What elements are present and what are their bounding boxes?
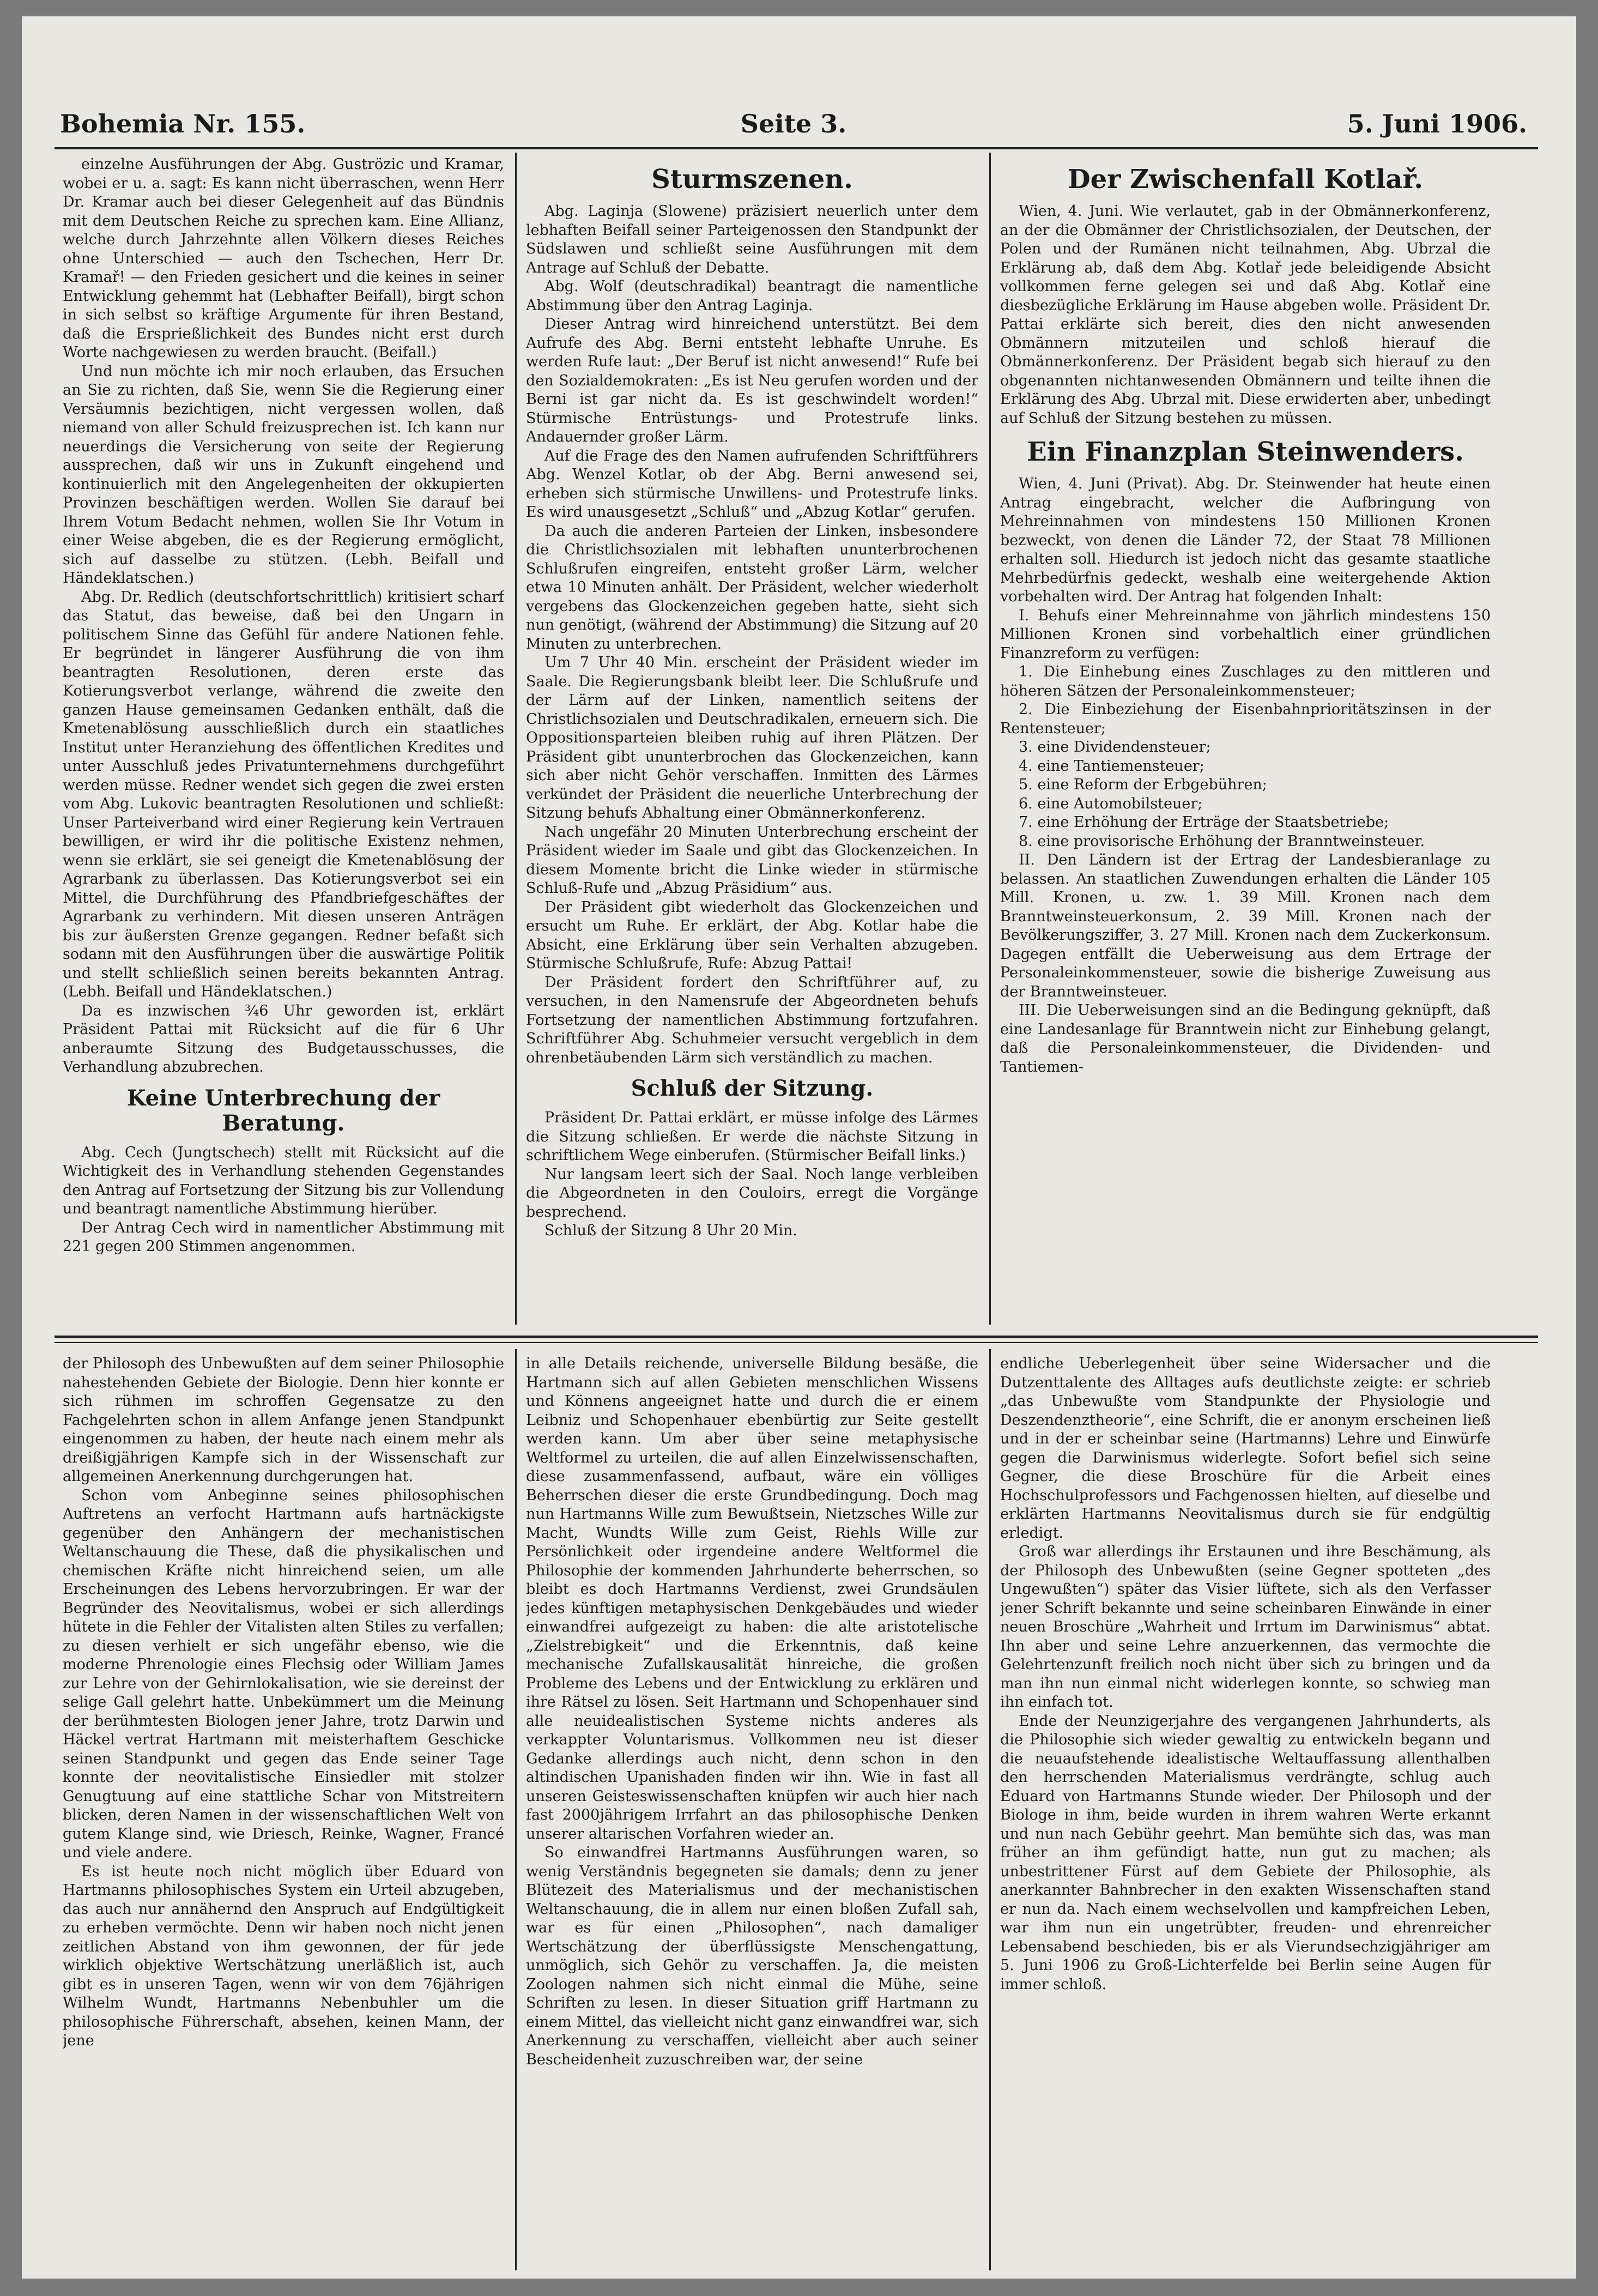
news-column-3 [1000, 155, 1491, 1325]
paragraph: endliche Ueberlegenheit über seine Widersacher und die Dutzenttalente des Alltages aufs deutlichste zeigte: er schrieb „das Unbewußte vom Standpunkte der Physiologie und Deszendenztheorie“, eine Schrift, die er anonym erscheinen ließ und in der er scheinbar seine (Hartmanns) Lehre und Einwürfe gegen die Darwinismus widerlegte. Sofort befiel sich seine Gegner, die diese Broschüre für die Arbeit eines Hochschulprofessors und Fachgenossen hielten, auf dieselbe und erklärten Hartmanns Neovitalismus durch sie für endgültig erledigt. [1000, 1355, 1491, 1542]
feuilleton-column-3 [1000, 1355, 1491, 2268]
column-divider [989, 1349, 991, 2270]
paragraph: So einwandfrei Hartmanns Ausführungen waren, so wenig Verständnis begegneten sie damals; denn zu jener Blütezeit des Materialismus und der mechanistischen Weltanschauung, die in allem nur einen bloßen Zufall sah, war es für einen „Philosophen“, nach damaliger Wertschätzung der überflüssigste Menschengattung, unmöglich, sich Gehör zu verschaffen. Ja, die meisten Zoologen nahmen sich nicht einmal die Mühe, seine Schriften zu lesen. In dieser Situation griff Hartmann zu einem Mittel, das vielleicht nicht ganz einwandfrei war, sich Anerkennung zu verschaffen, vielleicht aber auch seiner Bescheidenheit zuzuschreiben war, der seine [526, 1844, 978, 2068]
section-heading: Sturmszenen. [651, 164, 853, 195]
column-divider [989, 153, 991, 1325]
section-heading: Ein Finanzplan Steinwenders. [1027, 437, 1464, 467]
page-header [60, 109, 1527, 142]
paragraph: Nach ungefähr 20 Minuten Unterbrechung erscheint der Präsident wieder im Saale und gibt das Glockenzeichen. In diesem Momente bricht die Linke wieder in stürmische Schluß-Rufe und „Abzug Präsidium“ aus. [526, 823, 978, 897]
feuilleton-rule [55, 1336, 1538, 1338]
section-heading: Der Zwischenfall Kotlař. [1067, 164, 1424, 195]
page-number: Seite 3. [740, 109, 847, 138]
paragraph: der Philosoph des Unbewußten auf dem seiner Philosophie nahestehenden Gebiete der Biologie. Denn hier konnte er sich rühmen im schroffen Gegensatze zu den Fachgelehrten schon in allem Anfange jenen Standpunkt eingenommen zu haben, der heute nach einem mehr als dreißigjährigen Kampfe sich in der Wissenschaft zur allgemeinen Anerkennung durchgerungen hat. [63, 1355, 504, 1485]
paragraph: Der Präsident fordert den Schriftführer auf, zu versuchen, in den Namensrufe der Abgeordneten behufs Fortsetzung der namentlichen Abstimmung fortzufahren. Schriftführer Abg. Schuhmeier versucht vergeblich in dem ohrenbetäubenden Lärm sich verständlich zu machen. [526, 974, 978, 1066]
news-column-1 [63, 155, 504, 1325]
paragraph: Abg. Dr. Redlich (deutschfortschrittlich) kritisiert scharf das Statut, das beweise, daß bei den Ungarn in politischem Sinne das Gefühl für andere Nationen fehle. Er begründet in längerer Ausführung die von ihm beantragten Resolutionen, deren erste das Kotierungsverbot verlange, während die zweite den ganzen Hause gemeinsamen Gedanken enthält, daß die Kmetenablösung ausschließlich durch ein staatliches Institut unter Heranziehung des öffentlichen Kredites und unter Ausschluß jedes Privatunternehmens durchgeführt werden müsse. Redner wendet sich gegen die zwei ersten vom Abg. Lukovic beantragten Resolutionen und schließt: Unser Parteiverband wird einer Regierung kein Vertrauen bewilligen, er wird ihr die politische Existenz nehmen, wenn sie erklärt, sie sei geneigt die Kmetenablösung der Agrarbank zu überlassen. Das Kotierungsverbot sei ein Mittel, die Durchführung des Pfandbriefgeschäftes der Agrarbank zu verhindern. Mit diesen unseren Anträgen bis zur äußersten Grenze gegangen. Redner befaßt sich sodann mit den Ausführungen über die auswärtige Politik und stellt schließlich seinen bereits bekannten Antrag. (Lebh. Beifall und Händeklatschen.) [63, 588, 504, 1000]
paragraph: II. Den Ländern ist der Ertrag der Landesbieranlage zu belassen. An staatlichen Zuwendungen erhalten die Länder 105 Mill. Kronen, u. zw. 1. 39 Mill. Kronen nach dem Branntweinsteuerkonsum, 2. 39 Mill. Kronen nach der Bevölkerungsziffer, 3. 27 Mill. Kronen nach dem Zuckerkonsum. Dagegen entfällt die Ueberweisung aus dem Ertrage der Personaleinkommensteuer, sowie die bisherige Zuweisung aus der Branntweinsteuer. [1000, 851, 1491, 1000]
issue-number: Bohemia Nr. 155. [60, 109, 306, 138]
paragraph: 5. eine Reform der Erbgebühren; [1019, 776, 1267, 793]
paragraph: I. Behufs einer Mehreinnahme von jährlich mindestens 150 Millionen Kronen sind vorbehaltlich einer gründlichen Finanzreform zu verfügen: [1000, 607, 1491, 662]
paragraph: 2. Die Einbeziehung der Eisenbahnprioritätszinsen in der Rentensteuer; [1000, 701, 1491, 737]
feuilleton-column-2 [526, 1355, 978, 2268]
paragraph: Wien, 4. Juni (Privat). Abg. Dr. Steinwender hat heute einen Antrag eingebracht, welcher die Aufbringung von Mehreinnahmen von mindestens 150 Millionen Kronen bezweckt, von denen die Länder 72, der Staat 78 Millionen erhalten soll. Hiedurch ist jedoch nicht das gesamte staatliche Mehrbedürfnis gedeckt, weshalb eine weitergehende Aktion vorbehalten wird. Der Antrag hat folgenden Inhalt: [1000, 475, 1491, 605]
paragraph: Und nun möchte ich mir noch erlauben, das Ersuchen an Sie zu richten, daß Sie, wenn Sie die Regierung einer Versäumnis bezichtigen, nicht vergessen wollen, daß niemand von aller Schuld freizusprechen ist. Ich kann nur neuerdings die Versicherung von seite der Regierung aussprechen, daß wir uns in Zukunft eingehend und kontinuierlich mit den Angelegenheiten der okkupierten Provinzen beschäftigen werden. Wollen Sie darauf bei Ihrem Votum Bedacht nehmen, wollen Sie Ihr Votum in einer Weise abgeben, die es der Regierung ermöglicht, sich auf dasselbe zu stützen. (Lebh. Beifall und Händeklatschen.) [63, 362, 504, 587]
section-heading: Keine Unterbrechung der Beratung. [126, 1085, 440, 1136]
issue-date: 5. Juni 1906. [1347, 109, 1527, 138]
paragraph: Der Präsident gibt wiederholt das Glockenzeichen und ersucht um Ruhe. Er erklärt, der Abg. Kotlar habe die Absicht, eine Erklärung über sein Verhalten abzugeben. Stürmische Schlußrufe, Rufe: Abzug Pattai! [526, 898, 978, 972]
paragraph: Präsident Dr. Pattai erklärt, er müsse infolge des Lärmes die Sitzung schließen. Er werde die nächste Sitzung in schriftlichem Wege einberufen. (Stürmischer Beifall links.) [526, 1109, 978, 1164]
paragraph: Abg. Laginja (Slowene) präzisiert neuerlich unter dem lebhaften Beifall seiner Parteigenossen den Standpunkt der Südslawen und schließt seine Ausführungen mit dem Antrage auf Schluß der Debatte. [526, 203, 978, 276]
paragraph: Um 7 Uhr 40 Min. erscheint der Präsident wieder im Saale. Die Regierungsbank bleibt leer. Die Schlußrufe und der Lärm auf der Linken, namentlich seitens der Christlichsozialen und Deutschradikalen, erneuern sich. Die Oppositionsparteien bleiben ruhig auf ihren Plätzen. Der Präsident gibt ununterbrochen das Glockenzeichen, kann sich aber nicht Gehör verschaffen. Inmitten des Lärmes verkündet der Präsident die neuerliche Unterbrechung der Sitzung behufs Abhaltung einer Obmännerkonferenz. [526, 654, 978, 821]
newspaper-page [22, 16, 1576, 2279]
paragraph: einzelne Ausführungen der Abg. Guströzic und Kramar, wobei er u. a. sagt: Es kann nicht überraschen, wenn Herr Dr. Kramar auch bei dieser Gelegenheit auf das Bündnis mit dem Deutschen Reiche zu sprechen kam. Eine Allianz, welche durch Jahrzehnte allen Völkern dieses Reiches ohne Unterschied — auch den Tschechen, Herr Dr. Kramař! — den Frieden gesichert und die keines in seiner Entwicklung gehemmt hat (Lebhafter Beifall), birgt schon in sich selbst so kräftige Argumente für ihren Bestand, daß die Ersprießlichkeit des Bundes nicht erst durch Worte nachgewiesen zu werden braucht. (Beifall.) [63, 156, 504, 361]
paragraph: 6. eine Automobilsteuer; [1019, 795, 1203, 812]
feuilleton-rule-thin [55, 1342, 1538, 1343]
paragraph: Ende der Neunzigerjahre des vergangenen Jahrhunderts, als die Philosophie sich wieder gewaltig zu entwickeln begann und die neuaufstehende idealistische Weltauffassung allenthalben den herrschenden Materialismus verdrängte, schlug auch Eduard von Hartmanns Stunde wieder. Der Philosoph und der Biologe in ihm, beide wurden in ihrem wahren Werte erkannt und nun nach Gebühr geehrt. Man bemühte sich das, was man früher an ihm gefündigt hatte, nun gut zu machen; als unbestrittener Fürst auf dem Gebiete der Philosophie, als anerkannter Bahnbrecher in den exakten Wissenschaften stand er nun da. Nach einem wechselvollen und kampfreichen Leben, war ihm nun ein ungetrübter, freuden- und ehrenreicher Lebensabend beschieden, bis er als Vierundsechzigjähriger am 5. Juni 1906 zu Groß-Lichterfelde bei Berlin seine Augen für immer schloß. [1000, 1712, 1491, 1993]
paragraph: Nur langsam leert sich der Saal. Noch lange verbleiben die Abgeordneten in den Couloirs, erregt die Vorgänge besprechend. [526, 1165, 978, 1220]
paragraph: Schon vom Anbeginne seines philosophischen Auftretens an verfocht Hartmann aufs hartnäckigste gegenüber den Anhängern der mechanistischen Weltanschauung die These, daß die physikalischen und chemischen Kräfte nicht hinreichend seien, um alle Erscheinungen des Lebens hervorzubringen. Er war der Begründer des Neovitalismus, wobei er sich allerdings hütete in die Fehler der Vitalisten alten Stiles zu verfallen; zu diesen verhielt er sich ungefähr ebenso, wie die moderne Phrenologie eines Flechsig oder William James zur Lehre von der Gehirnlokalisation, wie sie dereinst der selige Gall gelehrt hatte. Unbekümmert um die Meinung der berühmtesten Biologen jener Jahre, trotz Darwin und Häckel vertrat Hartmann mit meisterhaftem Geschicke seinen Standpunkt und gegen das Ende seiner Tage konnte der neovitalistische Einsiedler mit stolzer Genugtuung auf eine stattliche Schar von Mitstreitern blicken, deren Namen in der wissenschaftlichen Welt von gutem Klange sind, wie Driesch, Reinke, Wagner, Francé und viele andere. [63, 1487, 504, 1861]
paragraph: 3. eine Dividendensteuer; [1019, 739, 1211, 756]
paragraph: 8. eine provisorische Erhöhung der Branntweinsteuer. [1019, 832, 1425, 850]
paragraph: Dieser Antrag wird hinreichend unterstützt. Bei dem Aufrufe des Abg. Berni entsteht lebhafte Unruhe. Es werden Rufe laut: „Der Beruf ist nicht anwesend!“ Rufe bei den Sozialdemokraten: „Es ist Neu gerufen worden und der Berni ist gar nicht da. Es ist geschwindelt worden!“ Stürmische Entrüstungs- und Protestrufe links. Andauernder großer Lärm. [526, 316, 978, 445]
paragraph: III. Die Ueberweisungen sind an die Bedingung geknüpft, daß eine Landesanlage für Branntwein nicht zur Einhebung gelangt, daß die Personaleinkommensteuer, die Dividenden- und Tantiemen- [1000, 1002, 1491, 1076]
paragraph: 7. eine Erhöhung der Erträge der Staatsbetriebe; [1019, 814, 1389, 831]
paragraph: Groß war allerdings ihr Erstaunen und ihre Beschämung, als der Philosoph des Unbewußten (seine Gegner spotteten „des Ungewußten“) später das Visier lüftete, sich als den Verfasser jener Schrift bekannte und seine scheinbaren Einwände in einer neuen Broschüre „Wahrheit und Irrtum im Darwinismus“ abtat. Ihn aber und seine Lehre anzuerkennen, das vermochte die Gelehrtenzunft freilich noch nicht über sich zu bringen und da man ihn nun einmal nicht widerlegen konnte, so schwieg man ihn einfach tot. [1000, 1543, 1491, 1711]
paragraph: Schluß der Sitzung 8 Uhr 20 Min. [544, 1222, 797, 1239]
paragraph: Da es inzwischen ¾6 Uhr geworden ist, erklärt Präsident Pattai mit Rücksicht auf die für 6 Uhr anberaumte Sitzung des Budgetausschusses, die Verhandlung abzubrechen. [63, 1002, 504, 1076]
paragraph: Auf die Frage des den Namen aufrufenden Schriftführers Abg. Wenzel Kotlar, ob der Abg. Berni anwesend sei, erheben sich stürmische Unwillens- und Protestrufe links. Es wird unausgesetzt „Schluß“ und „Abzug Kotlar“ gerufen. [526, 447, 978, 521]
section-heading: Schluß der Sitzung. [631, 1076, 874, 1101]
paragraph: Es ist heute noch nicht möglich über Eduard von Hartmanns philosophisches System ein Urteil abzugeben, das auch nur annähernd den Anspruch auf Endgültigkeit zu erheben vermöchte. Denn wir haben noch nicht jenen zeitlichen Abstand von ihm gewonnen, der für jede wirklich objektive Wertschätzung unerläßlich ist, auch gibt es in unseren Tagen, wenn wir von dem 76jährigen Wilhelm Wundt, Hartmanns Nebenbuhler um die philosophische Führerschaft, absehen, keinen Mann, der jene [63, 1863, 504, 2049]
paragraph: Der Antrag Cech wird in namentlicher Abstimmung mit 221 gegen 200 Stimmen angenommen. [63, 1219, 504, 1255]
paragraph: 4. eine Tantiemensteuer; [1019, 757, 1204, 775]
paragraph: Wien, 4. Juni. Wie verlautet, gab in der Obmännerkonferenz, an der die Obmänner der Christlichsozialen, der Deutschen, der Polen und der Rumänen nicht teilnahmen, Abg. Ubrzal die Erklärung ab, daß dem Abg. Kotlař jede beleidigende Absicht vollkommen ferne gelegen sei und daß Abg. Kotlař eine diesbezügliche Erklärung im Hause abgeben wolle. Präsident Dr. Pattai erklärte sich bereit, dies den nicht anwesenden Obmännern mitzuteilen und schloß hierauf die Obmännerkonferenz. Der Präsident begab sich hierauf zu den obgenannten nichtanwesenden Obmännern und teilte ihnen die Erklärung des Abg. Ubrzal mit. Diese erwiderten aber, unbedingt auf Schluß der Sitzung bestehen zu müssen. [1000, 203, 1491, 427]
paragraph: Abg. Cech (Jungtschech) stellt mit Rücksicht auf die Wichtigkeit des in Verhandlung stehenden Gegenstandes den Antrag auf Fortsetzung der Sitzung bis zur Vollendung und beantragt namentliche Abstimmung hierüber. [63, 1144, 504, 1217]
paragraph: Da auch die anderen Parteien der Linken, insbesondere die Christlichsozialen mit lebhaften ununterbrochenen Schlußrufen eingreifen, entsteht großer Lärm, welcher etwa 10 Minuten anhält. Der Präsident, welcher wiederholt vergebens das Glockenzeichen gegeben hatte, sieht sich nun genötigt, (während der Abstimmung) die Sitzung auf 20 Minuten zu unterbrechen. [526, 522, 978, 652]
paragraph: 1. Die Einhebung eines Zuschlages zu den mittleren und höheren Sätzen der Personaleinkommensteuer; [1000, 663, 1491, 699]
feuilleton-column-1 [63, 1355, 504, 2268]
column-divider [515, 153, 517, 1325]
header-rule [55, 147, 1538, 149]
column-divider [515, 1349, 517, 2270]
paragraph: Abg. Wolf (deutschradikal) beantragt die namentliche Abstimmung über den Antrag Laginja. [526, 278, 978, 314]
news-column-2 [526, 155, 978, 1325]
paragraph: in alle Details reichende, universelle Bildung besäße, die Hartmann sich auf allen Gebieten menschlichen Wissens und Könnens angeeignet hatte und durch die er einem Leibniz und Schopenhauer ebenbürtig zur Seite gestellt werden kann. Um aber über seine metaphysische Weltformel zu urteilen, die auf allen Einzelwissenschaften, diese zusammenfassend, aufbaut, wäre ein völliges Beherrschen dieser die erste Grundbedingung. Doch mag nun Hartmanns Wille zum Bewußtsein, Nietzsches Wille zur Macht, Wundts Wille zum Geist, Riehls Wille zur Persönlichkeit oder irgendeine andere Weltformel die Philosophie der kommenden Jahrhunderte beherrschen, so bleibt es doch Hartmanns Verdienst, zwei Grundsäulen jedes künftigen metaphysischen Denkgebäudes und wieder einwandfrei aufgezeigt zu haben: die alte aristotelische „Zielstrebigkeit“ und die Erkenntnis, daß keine mechanische Zufallskausalität hinreiche, die großen Probleme des Lebens und der Entwicklung zu erklären und ihre Rätsel zu lösen. Seit Hartmann und Schopenhauer sind alle neuidealistischen Systeme nichts anderes als verkappter Voluntarismus. Vollkommen neu ist dieser Gedanke allerdings auch nicht, denn schon in den altindischen Upanishaden finden wir ihn. Wie in fast all unseren Geisteswissenschaften knüpfen wir auch hier nach fast 2000jährigem Irrfahrt an das philosophische Denken unserer altarischen Vorfahren wieder an. [526, 1355, 978, 1842]
